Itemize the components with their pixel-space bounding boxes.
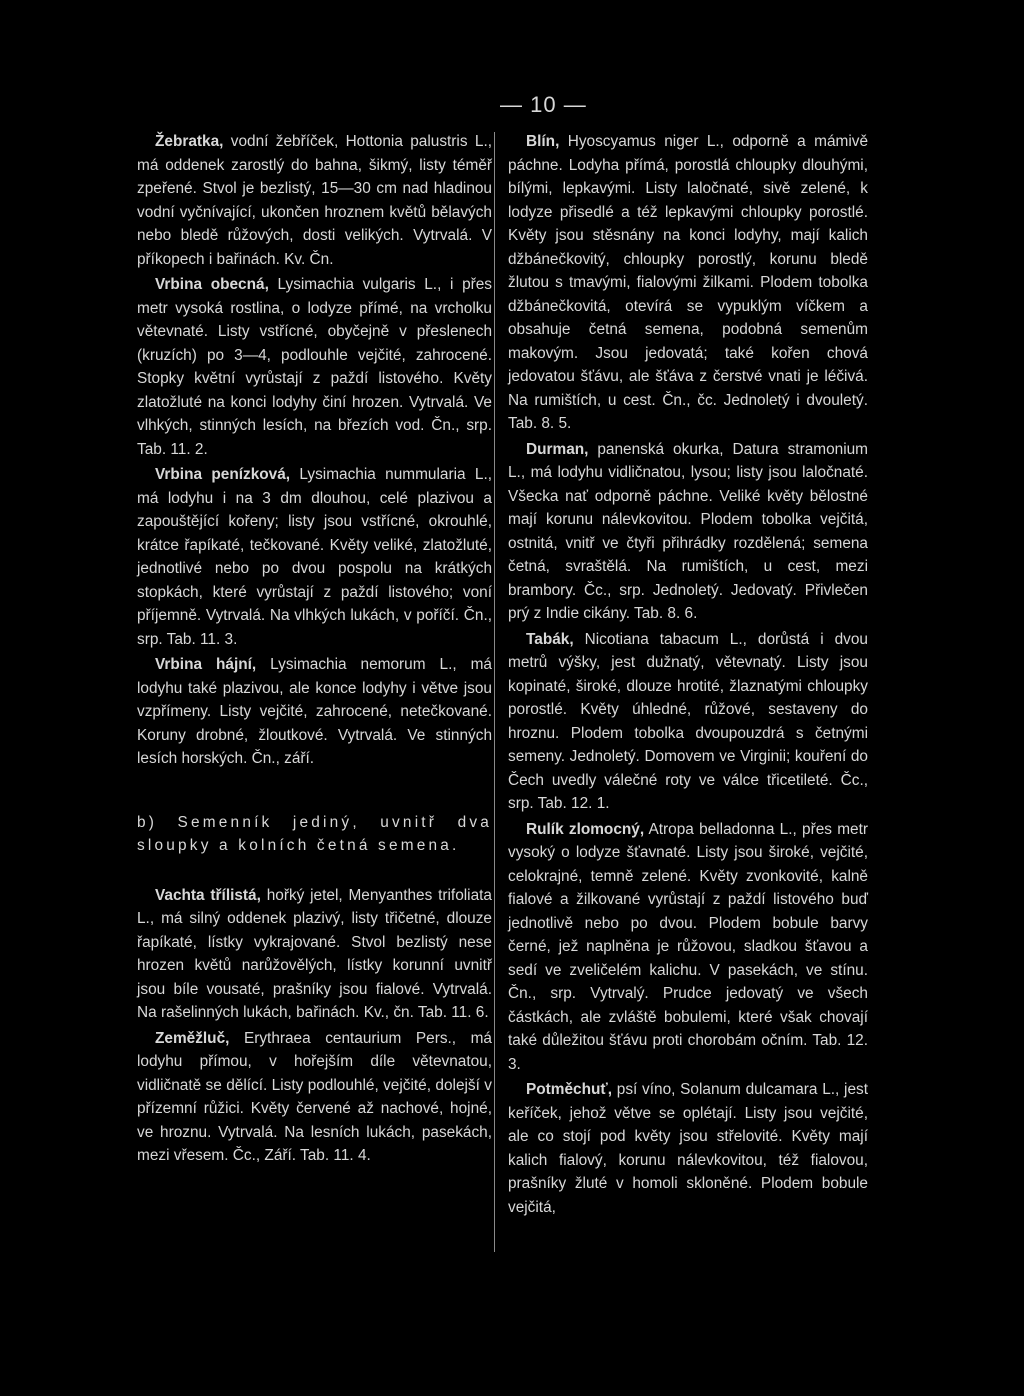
- entry-text: Erythraea centaurium Pers., má lodyhu přímou, v hořejším díle větevnatou, vidličnatě se dělící. Listy podlouhlé, vejčité, dolejší v přízemní růžici. Květy červené až nachové, hojné, ve hroznu. Vytrvalá. Na lesních lukách, pasekách, mezi vřesem. Čc., Září. Tab. 11. 4.: [137, 1029, 492, 1164]
- entry-text: panenská okurka, Datura stramonium L., má lodyhu vidličnatou, lysou; listy jsou laločnaté. Všecka nať odporně páchne. Veliké květy bělostné mají korunu nálevkovitou. Plodem tobolka vejčitá, ostnitá, vnitř ve čtyři přihrádky rozdělená; semena četná, svraštělá. Na rumištích, u cest, mezi brambory. Čc., srp. Jednoletý. Jedovatý. Přivlečen prý z Indie cikány. Tab. 8. 6.: [508, 440, 868, 622]
- right-column: [508, 130, 868, 1219]
- entry-name: Tabák,: [526, 630, 574, 648]
- entry-name: Rulík zlomocný,: [526, 820, 645, 838]
- entry-text: Atropa belladonna L., přes metr vysoký o lodyze šťavnaté. Listy jsou široké, vejčité, celokrajné, temně zelené. Květy zvonkovité, kalně fialové a žilkované vyrůstají z paždí listového buď jednotlivě nebo po dvou. Plodem bobule barvy černé, jež naplněna je růžovou, sladkou šťavou a sedí ve zveličelém kalichu. V pasekách, ve stínu. Čn., srp. Vytrvalý. Prudce jedovatý ve všech částkách, ale zvláště bobulemi, které však chovají také důležitou šťávu proti chorobám očním. Tab. 12. 3.: [508, 820, 868, 1073]
- entry-vrbina-obecna: [137, 273, 492, 461]
- entry-zebratka: [137, 130, 492, 271]
- entry-name: Potměchuť,: [526, 1081, 613, 1098]
- entry-text: Hyoscyamus niger L., odporně a mámivě páchne. Lodyha přímá, porostlá chloupky dlouhými, bílými, lepkavými. Listy laločnaté, sivě zelené, k lodyze přisedlé a též lepkavými chloupky porostlé. Květy jsou stěsnány na konci lodyhy, mají kalich džbánečkovitý, chloupky porostlý, korunu bledě žlutou s tmavými, fialovými žilkami. Plodem tobolka džbánečkovitá, otevírá se vypuklým víčkem a obsahuje četná semena, podobná semenům makovým. Jsou jedovatá; také kořen chová jedovatou šťávu, ale šťáva z čerstvé vnati je léčivá. Na rumištích, u cest. Čn., čc. Jednoletý i dvouletý. Tab. 8. 5.: [508, 133, 868, 432]
- entry-text: Lysimachia nummularia L., má lodyhu i na 3 dm dlouhou, celé plazivou a zapouštějící kořeny; listy jsou vstřícné, okrouhlé, krátce řapíkaté, tečkované. Květy veliké, zlatožluté, jednotlivé nebo po dvou pospolu na krátkých stopkách, které vyrůstají z paždí listového; voní příjemně. Vytrvalá. Na vlhkých lukách, v poříčí. Čn., srp. Tab. 11. 3.: [137, 466, 492, 648]
- entry-name: Vachta třílistá,: [155, 886, 261, 904]
- entry-vrbina-hajni: [137, 653, 492, 771]
- entry-text: hořký jetel, Menyanthes trifoliata L., má silný oddenek plazivý, listy třičetné, dlouze řapíkaté, lístky vykrajované. Stvol bezlistý nese hrozen květů narůžovělých, lístky korunní uvnitř jsou bíle vousaté, prašníky jsou fialové. Vytrvalá. Na rašelinných lukách, bařinách. Kv., čn. Tab. 11. 6.: [137, 886, 492, 1021]
- entry-vachta: [137, 884, 492, 1025]
- entry-vrbina-penizkova: [137, 463, 492, 651]
- entry-zemezluc: [137, 1027, 492, 1168]
- left-column: [137, 130, 492, 1168]
- entry-potmechut: [508, 1078, 868, 1219]
- entry-name: Vrbina penízková,: [155, 466, 291, 483]
- column-divider: [494, 132, 495, 1252]
- entry-text: Lysimachia nemorum L., má lodyhu také plazivou, ale konce lodyhy i větve jsou vzpřímeny. Listy vejčité, zahrocené, netečkované. Koruny drobné, žloutkové. Vytrvalá. Ve stinných lesích horských. Čn., září.: [137, 656, 492, 767]
- entry-tabak: [508, 628, 868, 816]
- section-heading: b) Semenník jediný, uvnitř dva sloupky a kolních četná semena.: [137, 813, 492, 854]
- entry-name: Vrbina hájní,: [155, 656, 257, 673]
- entry-text: vodní žebříček, Hottonia palustris L., má oddenek zarostlý do bahna, šikmý, listy téměř zpeřené. Stvol je bezlistý, 15—30 cm nad hladinou vodní vyčnívající, ukončen hroznem květů bělavých nebo bledě růžových, dosti velikých. Vytrvalá. V příkopech i bařinách. Kv. Čn.: [137, 133, 492, 268]
- entry-name: Žebratka,: [155, 133, 224, 150]
- entry-durman: [508, 438, 868, 626]
- entry-text: Nicotiana tabacum L., dorůstá i dvou metrů výšky, jest dužnatý, větevnatý. Listy jsou kopinaté, široké, dlouze hrotité, žlaznatými chloupky porostlé. Květy úhledné, růžové, sestaveny do hroznu. Plodem tobolka dvoupouzdrá s četnými semeny. Jednoletý. Domovem ve Virginii; kouření do Čech uvedly válečné roty ve válce třicetileté. Čc., srp. Tab. 12. 1.: [508, 630, 868, 812]
- entry-text: Lysimachia vulgaris L., i přes metr vysoká rostlina, o lodyze přímé, na vrcholku větevnaté. Listy vstřícné, obyčejně v přeslenech (kruzích) po 3—4, podlouhle vejčité, zahrocené. Stopky květní vyrůstají z paždí listového. Květy zlatožluté na konci lodyhy činí hrozen. Vytrvalá. Ve vlhkých, stinných lesích, na březích vod. Čn., srp. Tab. 11. 2.: [137, 276, 493, 458]
- page-number: — 10 —: [500, 92, 587, 117]
- entry-name: Vrbina obecná,: [155, 276, 269, 293]
- entry-blin: [508, 130, 868, 436]
- entry-rulik: [508, 818, 868, 1077]
- entry-name: Durman,: [526, 440, 589, 458]
- entry-text: psí víno, Solanum dulcamara L., jest keříček, jehož větve se oplétají. Listy jsou vejčité, ale co stojí pod květy jsou střelovité. Květy mají kalich fialový, korunu nálevkovitou, též fialovou, prašníky žluté v homoli skloněné. Plodem bobule vejčitá,: [508, 1081, 868, 1216]
- entry-name: Zeměžluč,: [155, 1029, 230, 1047]
- entry-name: Blín,: [526, 133, 560, 150]
